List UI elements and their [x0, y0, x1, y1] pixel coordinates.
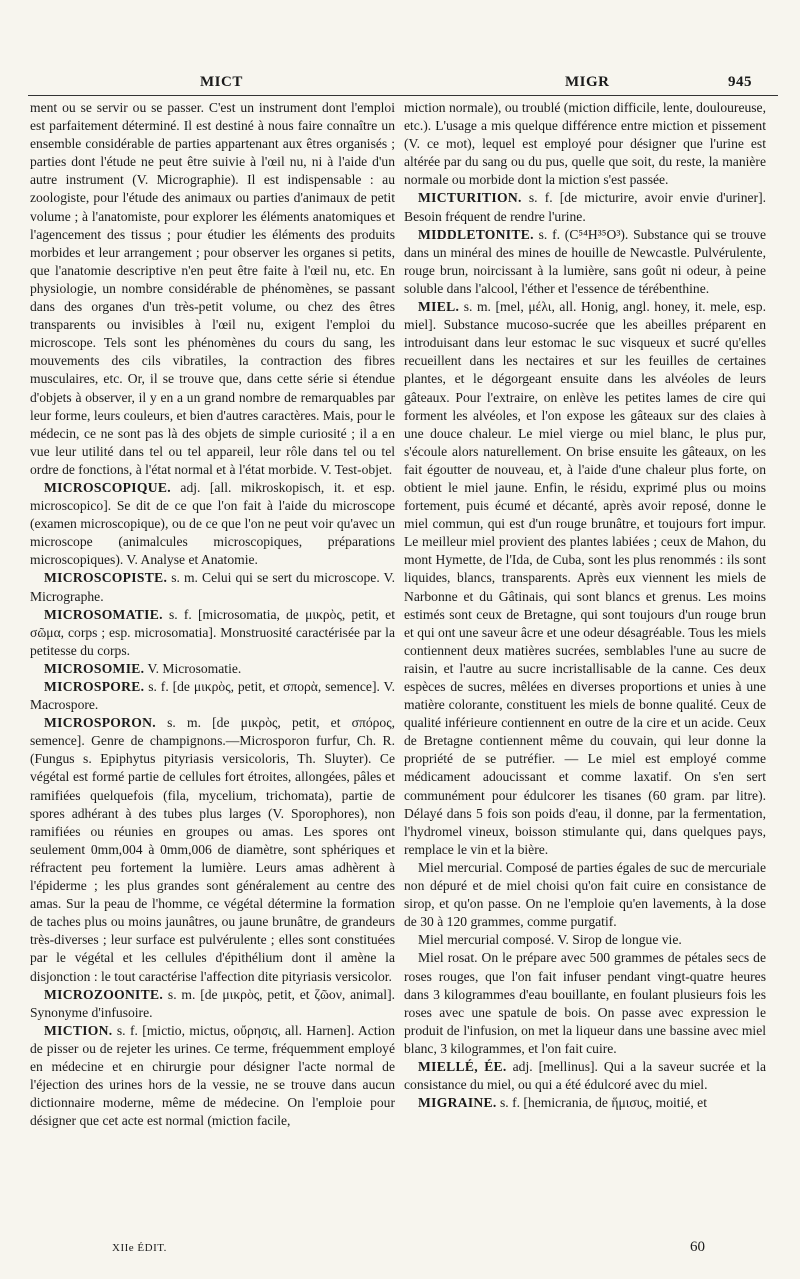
header-rule	[28, 95, 778, 96]
running-head-left: MICT	[200, 74, 243, 90]
dictionary-entry	[404, 1058, 766, 1094]
dictionary-entry	[30, 660, 395, 678]
sheet-number: 60	[690, 1239, 705, 1255]
entry-text: adj. [mellinus]. Qui a la saveur sucrée et la consistance du miel, ou qui a été édulcoré avec du miel.	[404, 1058, 766, 1093]
entry-headword: MIEL.	[418, 299, 460, 315]
left-column	[30, 99, 395, 1130]
dictionary-entry	[404, 189, 766, 225]
page-number: 945	[728, 74, 752, 90]
dictionary-entry	[30, 1022, 395, 1131]
entry-text: s. m. [mel, μέλι, all. Honig, angl. honey, it. mele, esp. miel]. Substance mucoso-sucrée que les abeilles préparent en introduisant dans leur estomac le suc visqueux et sucré qu'elles recueillent dans les nectaires et sur les feuilles de certaines plantes, et le dégorgeant ensuite dans les alvéoles de leurs gâteaux. Pour l'extraire, on enlève les petites lames de cire qui forment les alvéoles, et l'on expose les gâteaux sur des claies à une douce chaleur. Le miel vierge ou miel blanc, le plus pur, s'écoule alors naturellement. On brise ensuite les gâteaux, on les fait égoutter de nouveau, et, à l'aide d'une chaleur plus forte, on obtient le miel jaune. Enfin, le résidu, exprimé plus ou moins fortement, puis écumé et décanté, après avoir reposé, donne le miel commun, qui est d'un rouge brunâtre, et toujours fort impur. Le meilleur miel provient des plantes labiées ; ceux de Mahon, du mont Hymette, de l'Ida, de Cuba, sont les plus renommés : ils sont liquides, blancs, transparents. Après eux viennent les miels de Narbonne et du Gâtinais, qui sont blancs et grenus. Les moins estimés sont ceux de Bretagne, qui sont toujours d'un rouge brun et qui ont une saveur âcre et une odeur désagréable. Tous les miels contiennent deux matières sucrées, semblables l'une au sucre de raisin, et l'autre au sucre incristallisable de la canne. Ces deux espèces de sucres, mêlées en diverses proportions et unies à une matière colorante, constituent les miels de bonne qualité. Ceux de qualité inférieure contiennent en outre de la cire et un acide. Ceux de Bretagne contiennent même du couvain, qui leur donne la propriété de se putréfier. — Le miel est employé comme médicament adoucissant et comme laxatif. On s'en sert communément pour édulcorer les tisanes (60 gram. par litre). Délayé dans 5 fois son poids d'eau, il donne, par la fermentation, l'hydromel vineux, boisson stimulante qui, dans quelques pays, remplace le vin et la bière.	[404, 299, 766, 857]
entry-text: V. Microsomatie.	[144, 660, 242, 676]
dictionary-entry	[404, 298, 766, 859]
entry-headword: MICROSCOPISTE.	[44, 570, 168, 586]
entry-text: s. m. Celui qui se sert du microscope. V. Micrographe.	[30, 570, 395, 604]
entry-text: Miel rosat. On le prépare avec 500 grammes de pétales secs de roses rouges, que l'on fait infuser pendant vingt-quatre heures dans 3 kilogrammes d'eau bouillante, en foulant plusieurs fois les roses avec une spatule de bois. On passe avec expression le produit de l'infusion, on met la liqueur dans une bassine avec miel blanc, 3 kilogrammes, et l'on fait cuire.	[404, 950, 766, 1056]
entry-text: s. m. [de μικρὸς, petit, et σπόρος, semence]. Genre de champignons.—Microsporon furfur, Ch. R. (Fungus s. Epiphytus pityriasis versicoloris, Th. Sluyter). Ce végétal est formé partie de cellules fort étroites, allongées, pâles et ramifiées quelquefois (fila, mycelium, trichomata), partie de spores adhérant à des tubes plus larges (V. Sporophores), non ramifiées ou réunies en groupes ou amas. Les spores ont seulement 0mm,004 à 0mm,006 de diamètre, sont sphériques et réfractent peu fortement la lumière. Leurs amas adhèrent à l'épiderme ; les plus grandes sont généralement au centre des amas. Sur la peau de l'homme, ce végétal détermine la formation de taches plus ou moins jaunâtres, ou jaune brunâtre, de grandeurs très-diverses ; leur surface est pulvérulente ; elles sont constituées par le végétal et les cellules d'épithélium dont il amène la disjonction : le tout caractérise l'affection dite pityriasis versicolor.	[30, 715, 395, 984]
entry-text: ment ou se servir ou se passer. C'est un instrument dont l'emploi est parfaitement déterminé. Il est destiné à nous faire connaître un ensemble considérable de parties appartenant aux êtres organisés ; parties dont l'étude ne peut être suivie à l'œil nu, ni à l'aide d'un autre instrument (V. Micrographie). Il est indispensable : au zoologiste, pour l'étude des animaux ou parties d'animaux de petit volume ; à l'anatomiste, pour explorer les éléments anatomiques et l'agencement des tissus ; pour étudier les éléments des produits morbides et leur arrangement ; pour observer les organes si petits, que l'anatomie descriptive n'en peut être faite à l'œil nu, etc. En physiologie, un nombre considérable de phénomènes, se passant dans des organes d'un très-petit volume, ou chez des êtres transparents ou invisibles à l'œil nu, exigent l'emploi du microscope. Tels sont les phénomènes du cours du sang, les mouvements des cils vibratiles, la contraction des fibres musculaires, etc. Or, il se trouve que, dans cette série si étendue d'objets à observer, il y en a un grand nombre de remarquables par leur forme, leurs couleurs, et bien d'autres caractères. Mais, pour le médecin, ce ne sont pas là des objets de simple curiosité ; il a en vue leur utilité dans tel ou tel appareil, leur rôle dans tel ou tel ordre de fonctions, à l'état normal et à l'état morbide. V. Test-objet.	[30, 100, 395, 477]
right-column	[404, 99, 766, 1112]
subentry-paragraph	[404, 949, 766, 1058]
subentry-paragraph	[404, 931, 766, 949]
entry-headword: MIDDLETONITE.	[418, 226, 534, 242]
entry-headword: MICTION.	[44, 1022, 113, 1038]
entry-headword: MICROSOMATIE.	[44, 606, 163, 622]
running-head-center: MIGR	[565, 74, 610, 90]
entry-text: s. f. [hemicrania, de ἥμισυς, moitié, et	[496, 1095, 707, 1111]
entry-text: s. f. [de μικρὸς, petit, et σπορὰ, semence]. V. Macrospore.	[30, 679, 395, 713]
entry-text: Miel mercurial composé. V. Sirop de longue vie.	[418, 932, 682, 948]
entry-headword: MICROZOONITE.	[44, 986, 164, 1002]
entry-headword: MICROSCOPIQUE.	[44, 479, 171, 495]
entry-text: miction normale), ou troublé (miction difficile, lente, douloureuse, etc.). L'usage a mis quelque différence entre miction et pissement (V. ce mot), lequel est employé pour désigner que l'urine est altérée par du sang ou du pus, quelle que soit, du reste, la manière normale ou morbide dont la miction s'est passée.	[404, 100, 766, 188]
entry-headword: MICROSPORON.	[44, 715, 156, 731]
entry-headword: MIGRAINE.	[418, 1095, 497, 1111]
continued-text	[30, 99, 395, 479]
subentry-paragraph	[404, 859, 766, 931]
dictionary-entry	[30, 714, 395, 985]
entry-text: s. f. [de micturire, avoir envie d'uriner]. Besoin fréquent de rendre l'urine.	[404, 190, 766, 224]
entry-headword: MICTURITION.	[418, 190, 522, 206]
dictionary-entry	[30, 606, 395, 660]
entry-text: s. m. [de μικρὸς, petit, et ζῶον, animal]. Synonyme d'infusoire.	[30, 986, 395, 1020]
entry-headword: MIELLÉ, ÉE.	[418, 1058, 507, 1074]
continued-text	[404, 99, 766, 189]
dictionary-entry	[30, 479, 395, 569]
dictionary-entry	[404, 226, 766, 298]
entry-text: s. f. [mictio, mictus, οὔρησις, all. Harnen]. Action de pisser ou de rejeter les urines. Ce terme, fréquemment employé en médecine et en chirurgie pour désigner l'acte normal de l'éjection des urines hors de la vessie, ne se trouve dans aucun dictionnaire moderne, même de médecine. On l'emploie pour désigner que cet acte est normal (miction facile,	[30, 1022, 395, 1129]
dictionary-entry	[404, 1094, 766, 1112]
dictionary-entry	[30, 569, 395, 605]
entry-text: adj. [all. mikroskopisch, it. et esp. microscopico]. Se dit de ce que l'on fait à l'aide du microscope (examen microscopique), ou de ce que l'on ne peut voir qu'avec un microscope (animalcules microscopiques, préparations microscopiques). V. Analyse et Anatomie.	[30, 479, 395, 568]
entry-text: s. f. (C⁵⁴H³⁵O³). Substance qui se trouve dans un minéral des mines de houille de Newcastle. Pulvérulente, rouge brun, noircissant à la lumière, sans goût ni odeur, à peine soluble dans l'alcool, l'éther et l'essence de térébenthine.	[404, 226, 766, 296]
dictionary-entry	[30, 986, 395, 1022]
entry-headword: MICROSOMIE.	[44, 660, 145, 676]
entry-text: Miel mercurial. Composé de parties égales de suc de mercuriale non dépuré et de miel choisi qu'on fait cuire en consistance de sirop, et qu'on passe. On ne l'emploie qu'en lavements, à la dose de 30 à 120 grammes, comme purgatif.	[404, 859, 767, 930]
entry-headword: MICROSPORE.	[44, 679, 145, 694]
dictionary-entry	[30, 678, 395, 714]
entry-text: s. f. [microsomatia, de μικρὸς, petit, et σῶμα, corps ; esp. microsomatia]. Monstruosité caractérisée par la petitesse du corps.	[30, 606, 395, 658]
edition-signature: XIIe ÉDIT.	[112, 1242, 167, 1254]
